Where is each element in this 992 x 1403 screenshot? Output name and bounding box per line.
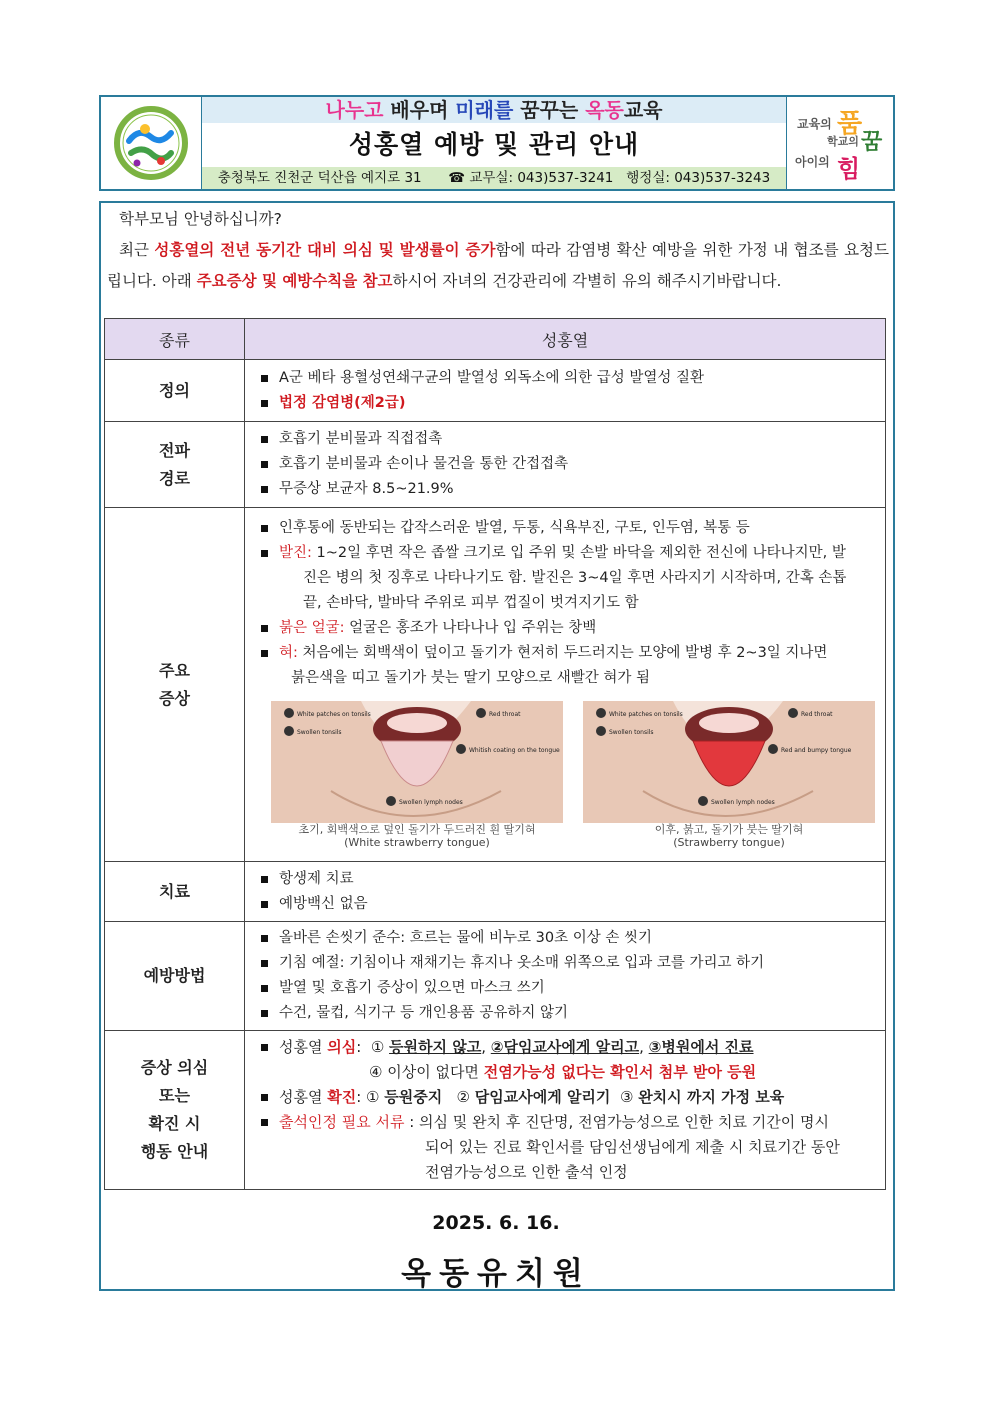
list-item: 발열 및 호흡기 증상이 있으면 마스크 쓰기 — [257, 976, 875, 1001]
red-tongue-caption-2: (Strawberry tongue) — [673, 836, 785, 849]
transmission-content — [245, 422, 886, 508]
attendance-docs-cont — [257, 1135, 875, 1160]
phone-icon: ☎ — [448, 170, 466, 186]
sus-u2: ②담임교사에게 알리고 — [490, 1038, 640, 1056]
face-text: 얼굴은 홍조가 나타나나 입 주위는 창백 — [344, 620, 597, 636]
intro-highlight-2: 주요증상 및 예방수칙을 참고 — [196, 272, 393, 290]
symptoms-label — [105, 508, 245, 862]
sus-u1: 등원하지 않고 — [389, 1038, 482, 1056]
prevention-label: 예방방법 — [105, 922, 245, 1031]
list-item: 기침 예절: 기침이나 재채기는 휴지나 옷소매 위쪽으로 입과 코를 가리고 하기 — [257, 951, 875, 976]
slogan-part-3: 미래를 — [455, 98, 514, 122]
white-tongue-caption-2: (White strawberry tongue) — [344, 836, 490, 849]
greeting: 학부모님 안녕하십니까? — [119, 210, 282, 228]
action-label-3: 확진 시 — [148, 1114, 201, 1133]
face-label: 붉은 얼굴: — [279, 620, 345, 636]
definition-item-legal: 법정 감염병(제2급) — [257, 391, 875, 416]
table-row-action — [105, 1031, 886, 1190]
list-item: 호흡기 분비물과 직접접촉 — [257, 427, 875, 452]
list-item: 호흡기 분비물과 손이나 물건을 통한 간접접촉 — [257, 452, 875, 477]
attendance-docs — [257, 1110, 875, 1135]
att-red: 출석인정 필요 서류 — [279, 1113, 405, 1131]
table-header-type: 종류 — [105, 319, 245, 360]
sus-d: , — [639, 1038, 649, 1056]
conf-red: 확진 — [327, 1088, 357, 1106]
list-item: 올바른 손씻기 준수: 흐르는 물에 비누로 30초 이상 손 씻기 — [257, 926, 875, 951]
conf-a: 성홍열 — [279, 1088, 328, 1106]
prevention-content — [245, 922, 886, 1031]
motto-word-2: 꿈 — [861, 130, 883, 155]
school-name: 옥동유치원 — [401, 1256, 591, 1292]
page-title: 성홍열 예방 및 관리 안내 — [348, 130, 640, 159]
intro-text — [107, 204, 889, 297]
motto-line-3: 아이의 — [795, 155, 830, 169]
tongue1-label-4: Whitish coating on the tongue — [469, 747, 560, 754]
rash-text-3: 끝, 손바닥, 발바닥 주위로 피부 껍질이 벗겨지기도 함 — [303, 595, 639, 611]
tongue1-label-5: Swollen lymph nodes — [399, 799, 463, 806]
red-tongue-illustration — [583, 701, 875, 823]
info-table — [104, 318, 886, 1190]
symptoms-label-1: 주요 — [159, 660, 190, 680]
contact-info — [202, 167, 786, 189]
intro-paragraph — [107, 235, 889, 297]
motto-line-1: 교육의 — [797, 117, 832, 131]
kindergarten-logo — [101, 97, 202, 189]
motto-word-1: 품 — [837, 109, 863, 139]
rash-label: 발진: — [279, 545, 312, 561]
rash-text-2: 진은 병의 첫 징후로 나타나기도 함. 발진은 3~4일 후면 사라지기 시작하며, 간혹 손톱 — [303, 570, 847, 586]
transmission-label-2: 경로 — [159, 468, 190, 488]
address: 충청북도 진천군 덕산읍 예지로 31 — [217, 170, 422, 186]
table-header-disease: 성홍열 — [245, 319, 886, 360]
slogan-part-4: 꿈꾸는 — [513, 98, 586, 122]
action-label-2: 또는 — [159, 1086, 190, 1105]
sus2-red: 전염가능성 없다는 확인서 첨부 받아 등원 — [483, 1063, 757, 1081]
intro-text-b: 함에 따라 감염병 확산 예방을 위한 가정 내 협조를 요청드립니다. 아래 — [107, 241, 889, 290]
symptom-rash — [257, 541, 875, 566]
document-header — [99, 95, 895, 191]
motto-logo — [786, 97, 893, 189]
conf-c1: 담임교사에게 알리기 — [474, 1088, 611, 1106]
slogan-part-2: 배우며 — [383, 98, 456, 122]
symptom-tongue-cont — [257, 666, 875, 691]
tongue2-label-4: Red and bumpy tongue — [781, 747, 852, 754]
symptom-rash-cont — [257, 566, 875, 591]
intro-highlight-1: 성홍열의 전년 동기간 대비 의심 및 발생률이 증가 — [154, 241, 496, 259]
att-2: 되어 있는 진료 확인서를 담임선생님에게 제출 시 치료기간 동안 — [425, 1138, 840, 1156]
table-row-prevention — [105, 922, 886, 1031]
sus-red: 의심 — [327, 1038, 357, 1056]
slogan-part-1: 나누고 — [325, 98, 384, 122]
sus-a: 성홍열 — [279, 1038, 328, 1056]
white-tongue-illustration — [271, 701, 563, 823]
definition-label: 정의 — [105, 360, 245, 422]
header-center — [202, 97, 786, 189]
table-row-treatment — [105, 862, 886, 922]
slogan-part-6: 교육 — [623, 98, 663, 122]
list-item: 수건, 물컵, 식기구 등 개인용품 공유하지 않기 — [257, 1001, 875, 1026]
slogan-part-5: 옥동 — [585, 98, 624, 122]
suspected-step-4 — [257, 1060, 875, 1085]
sus-u3: ③병원에서 진료 — [648, 1038, 754, 1056]
tongue-label: 혀: — [279, 645, 298, 661]
tongue1-label-2: Swollen tonsils — [297, 729, 342, 736]
attendance-docs-cont2 — [257, 1160, 875, 1185]
symptoms-content — [245, 508, 886, 862]
transmission-label-1: 전파 — [159, 440, 190, 460]
slogan — [202, 97, 786, 123]
treatment-content — [245, 862, 886, 922]
tongue2-label-1: White patches on tonsils — [609, 711, 683, 718]
symptom-face — [257, 616, 875, 641]
white-strawberry-tongue-figure — [271, 701, 563, 849]
contact-numbers: 교무실: 043)537-3241 행정실: 043)537-3243 — [469, 170, 771, 186]
transmission-label — [105, 422, 245, 508]
strawberry-tongue-figure — [583, 701, 875, 849]
white-tongue-caption-1: 초기, 회백색으로 덮인 돌기가 두드러진 흰 딸기혀 — [298, 823, 536, 836]
tongue-text-2: 붉은색을 띠고 돌기가 붓는 딸기 모양으로 새빨간 혀가 됨 — [291, 670, 651, 686]
tongue1-label-3: Red throat — [489, 711, 521, 718]
symptom-rash-cont2 — [257, 591, 875, 616]
conf-c: ② — [442, 1088, 475, 1106]
action-content — [245, 1031, 886, 1190]
tongue2-label-3: Red throat — [801, 711, 833, 718]
suspected-step — [257, 1035, 875, 1060]
red-tongue-caption-1: 이후, 붉고, 돌기가 붓는 딸기혀 — [654, 823, 804, 836]
symptoms-label-2: 증상 — [159, 688, 190, 708]
list-item: 항생제 치료 — [257, 867, 875, 892]
sus2-a: ④ 이상이 없다면 — [369, 1063, 484, 1081]
conf-d: ③ — [610, 1088, 639, 1106]
att-3: 전염가능성으로 인한 출석 인정 — [425, 1163, 628, 1181]
tongue2-label-2: Swollen tonsils — [609, 729, 654, 736]
kindergarten-logo-icon — [101, 97, 201, 189]
sus-c: , — [481, 1038, 491, 1056]
document-date: 2025. 6. 16. — [432, 1212, 560, 1234]
table-row-symptoms — [105, 508, 886, 862]
tongue1-label-1: White patches on tonsils — [297, 711, 371, 718]
intro-text-c: 하시어 자녀의 건강관리에 각별히 유의 해주시기바랍니다. — [392, 272, 782, 290]
treatment-label: 치료 — [105, 862, 245, 922]
tongue-images — [271, 701, 875, 849]
intro-text-a: 최근 — [119, 241, 155, 259]
list-item: 무증상 보균자 8.5~21.9% — [257, 477, 875, 502]
symptom-general: 인후통에 동반되는 갑작스러운 발열, 두통, 식욕부진, 구토, 인두염, 복통 등 — [257, 516, 875, 541]
symptom-tongue — [257, 641, 875, 666]
conf-d1: 완치시 까지 가정 보육 — [638, 1088, 785, 1106]
conf-b1: 등원중지 — [384, 1088, 443, 1106]
table-row-transmission — [105, 422, 886, 508]
action-label-1: 증상 의심 — [140, 1058, 209, 1077]
table-header-row — [105, 319, 886, 360]
motto-line-2: 학교의 — [827, 135, 859, 148]
action-label — [105, 1031, 245, 1190]
att-1: : 의심 및 완치 후 진단명, 전염가능성으로 인한 치료 기간이 명시 — [404, 1113, 829, 1131]
rash-text-1: 1~2일 후면 작은 좁쌀 크기로 입 주위 및 손발 바닥을 제외한 전신에 나타나지만, 발 — [311, 545, 846, 561]
motto-word-3: 힘 — [837, 155, 861, 183]
conf-b: : ① — [356, 1088, 385, 1106]
list-item: 예방백신 없음 — [257, 892, 875, 917]
definition-content — [245, 360, 886, 422]
confirmed-step — [257, 1085, 875, 1110]
tongue-text-1: 처음에는 회백색이 덮이고 돌기가 현저히 두드러지는 모양에 발병 후 2~3일 지나면 — [297, 645, 828, 661]
tongue2-label-5: Swollen lymph nodes — [711, 799, 775, 806]
sus-b: : ① — [356, 1038, 390, 1056]
action-label-4: 행동 안내 — [140, 1142, 209, 1161]
definition-item: A군 베타 용혈성연쇄구균의 발열성 외독소에 의한 급성 발열성 질환 — [257, 366, 875, 391]
table-row-definition — [105, 360, 886, 422]
